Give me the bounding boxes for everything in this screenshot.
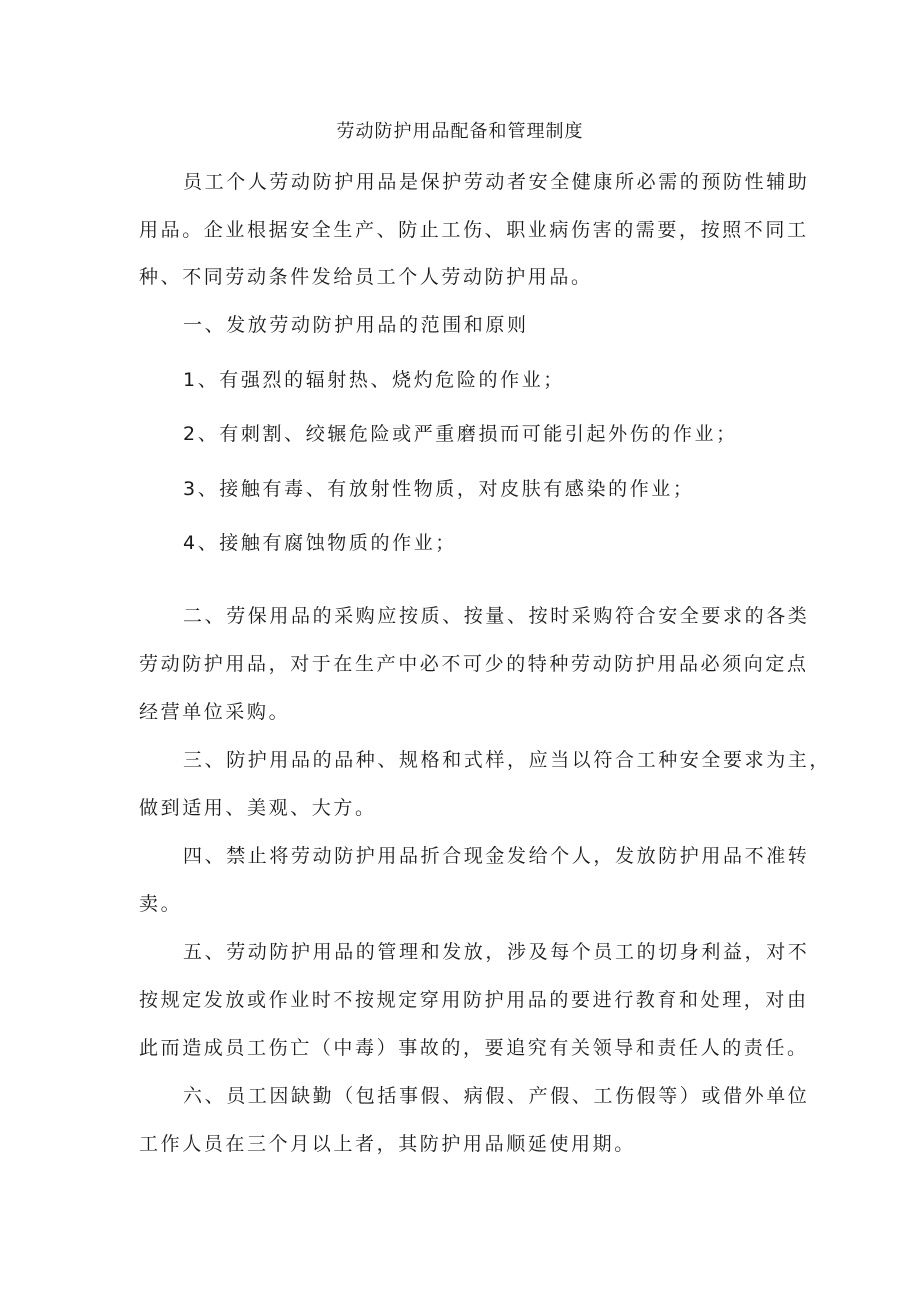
section6-line-1: 六、员工因缺勤（包括事假、病假、产假、工伤假等）或借外单位 — [183, 1085, 810, 1107]
section1-heading: 一、发放劳动防护用品的范围和原则 — [183, 314, 529, 336]
section5-line-2: 按规定发放或作业时不按规定穿用防护用品的要进行教育和处理，对由 — [139, 989, 809, 1011]
section4-line-2: 卖。 — [139, 893, 183, 915]
intro-line-2: 用品。企业根据安全生产、防止工伤、职业病伤害的需要，按照不同工 — [139, 219, 809, 241]
section4-line-1: 四、禁止将劳动防护用品折合现金发给个人，发放防护用品不准转 — [183, 845, 810, 867]
intro-line-1: 员工个人劳动防护用品是保护劳动者安全健康所必需的预防性辅助 — [183, 171, 810, 193]
section1-item-3: 3、接触有毒、有放射性物质，对皮肤有感染的作业； — [183, 478, 695, 500]
section1-item-2: 2、有刺割、绞辗危险或严重磨损而可能引起外伤的作业； — [183, 423, 738, 445]
section5-line-1: 五、劳动防护用品的管理和发放，涉及每个员工的切身利益，对不 — [183, 941, 810, 963]
section6-line-2: 工作人员在三个月以上者，其防护用品顺延使用期。 — [139, 1133, 636, 1155]
section5-line-3: 此而造成员工伤亡（中毒）事故的，要追究有关领导和责任人的责任。 — [139, 1037, 809, 1059]
intro-line-3: 种、不同劳动条件发给员工个人劳动防护用品。 — [139, 266, 593, 288]
section2-line-3: 经营单位采购。 — [139, 701, 291, 723]
section1-item-1: 1、有强烈的辐射热、烧灼危险的作业； — [183, 369, 565, 391]
section2-line-1: 二、劳保用品的采购应按质、按量、按时采购符合安全要求的各类 — [183, 605, 810, 627]
document-title: 劳动防护用品配备和管理制度 — [336, 121, 584, 142]
section3-line-1: 三、防护用品的品种、规格和式样，应当以符合工种安全要求为主， — [183, 749, 832, 771]
section1-item-4: 4、接触有腐蚀物质的作业； — [183, 532, 457, 554]
section2-line-2: 劳动防护用品，对于在生产中必不可少的特种劳动防护用品必须向定点 — [139, 653, 809, 675]
section3-line-2: 做到适用、美观、大方。 — [139, 797, 377, 819]
